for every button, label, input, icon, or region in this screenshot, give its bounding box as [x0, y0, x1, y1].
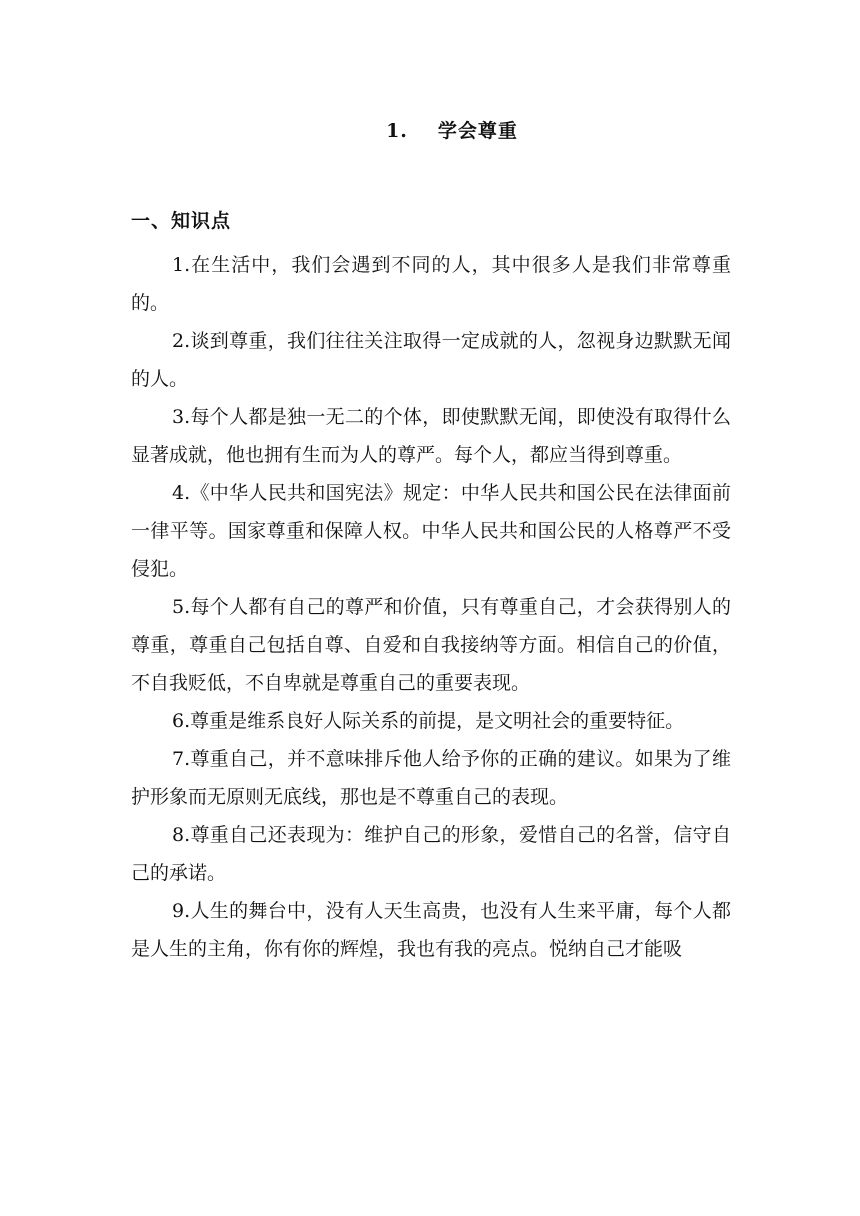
paragraph-text: 尊重是维系良好人际关系的前提，是文明社会的重要特征。: [190, 710, 685, 732]
document-body: [131, 246, 731, 968]
paragraph-text: 谈到尊重，我们往往关注取得一定成就的人，忽视身边默默无闻的人。: [131, 330, 731, 390]
title-text: 学会尊重: [437, 120, 518, 142]
paragraph-number: 1.: [172, 254, 191, 276]
paragraph: [131, 816, 731, 892]
paragraph-text: 每个人都是独一无二的个体，即使默默无闻，即使没有取得什么显著成就，他也拥有生而为人的尊严。每个人，都应当得到尊重。: [131, 406, 731, 466]
paragraph-text: 《中华人民共和国宪法》规定：中华人民共和国公民在法律面前一律平等。国家尊重和保障人权。中华人民共和国公民的人格尊严不受侵犯。: [131, 482, 731, 580]
paragraph: [131, 322, 731, 398]
paragraph-text: 人生的舞台中，没有人天生高贵，也没有人生来平庸，每个人都是人生的主角，你有你的辉煌，我也有我的亮点。悦纳自己才能吸: [131, 900, 731, 960]
paragraph: [131, 398, 731, 474]
paragraph-number: 5.: [172, 596, 191, 618]
paragraph: [131, 246, 731, 322]
paragraph: [131, 702, 731, 740]
paragraph-number: 9.: [172, 900, 191, 922]
paragraph: [131, 474, 731, 588]
section-heading: 一、知识点: [131, 210, 232, 232]
paragraph-text: 在生活中，我们会遇到不同的人，其中很多人是我们非常尊重的。: [131, 254, 731, 314]
paragraph-number: 4.: [172, 482, 191, 504]
paragraph-text: 尊重自己，并不意味排斥他人给予你的正确的建议。如果为了维护形象而无原则无底线，那也是不尊重自己的表现。: [131, 748, 731, 808]
paragraph-number: 3.: [172, 406, 191, 428]
paragraph-text: 每个人都有自己的尊严和价值，只有尊重自己，才会获得别人的尊重，尊重自己包括自尊、自爱和自我接纳等方面。相信自己的价值，不自我贬低，不自卑就是尊重自己的重要表现。: [131, 596, 731, 694]
paragraph-number: 7.: [172, 748, 191, 770]
paragraph-number: 6.: [172, 710, 191, 732]
paragraph: [131, 588, 731, 702]
paragraph-number: 8.: [172, 824, 191, 846]
paragraph: [131, 892, 731, 968]
title-number: 1.: [386, 120, 408, 142]
paragraph: [131, 740, 731, 816]
paragraph-text: 尊重自己还表现为：维护自己的形象，爱惜自己的名誉，信守自己的承诺。: [131, 824, 731, 884]
paragraph-number: 2.: [172, 330, 191, 352]
document-title: [0, 116, 860, 143]
